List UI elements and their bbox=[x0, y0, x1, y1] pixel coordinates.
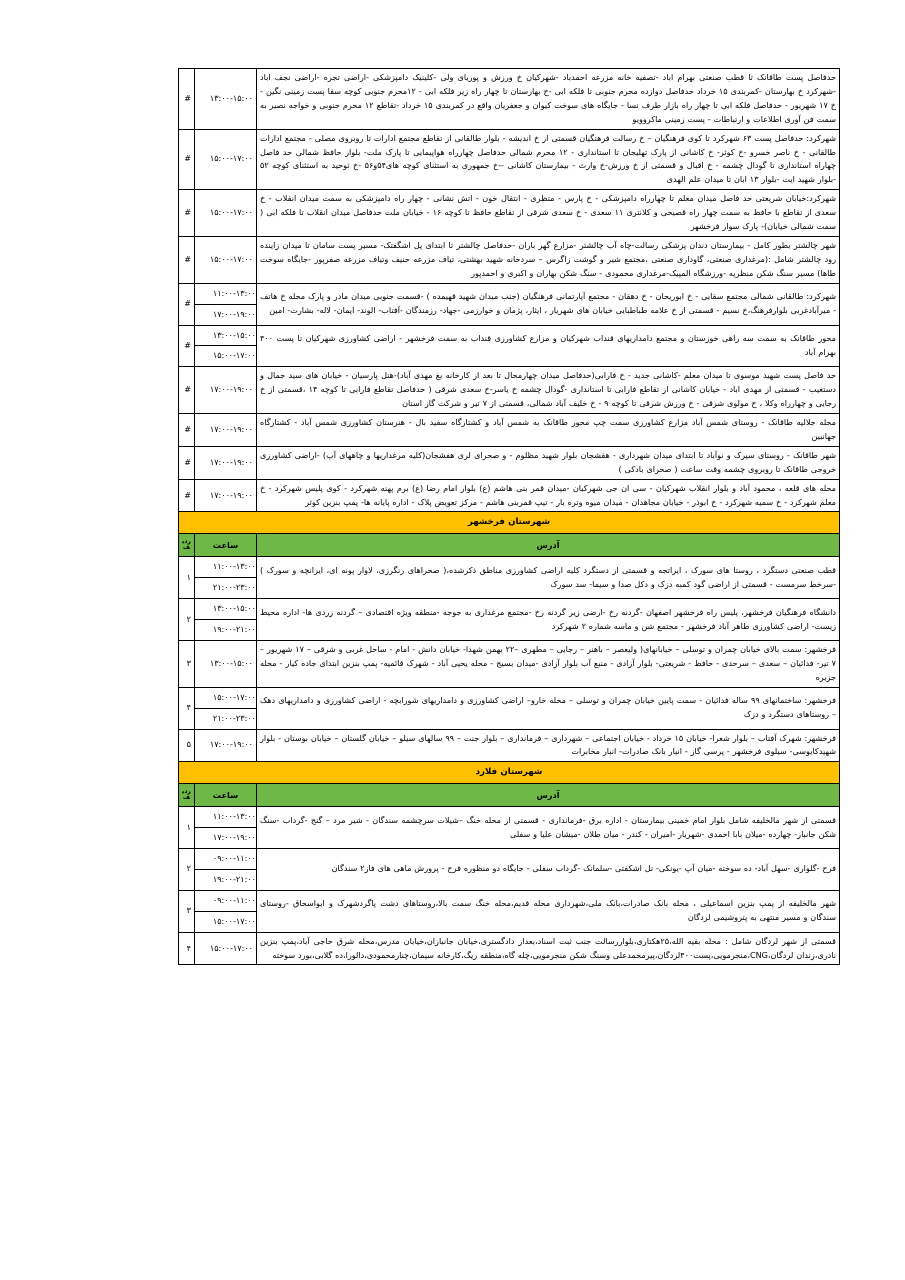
cell-time bbox=[195, 557, 257, 599]
table-row bbox=[179, 69, 840, 130]
cell-address: حدفاصل پست طاقانک تا قطب صنعتی بهرام اباد -تصفیه خانه مزرعه احمدباد -شهرکیان خ ورزش و پوریای ولی -کلینیک دامپزشکی -اراضی تجره -اراضی نجف اباد -شهرکرد خ بهارستان -کمربندی ۱۵ خرداد حدفاصل دوازده محرم جنوبی تا فلکه ابی -خ بهارستان تا چهار راه زیر فلکه ابی - ۱۲محرم جنوبی کوچه سقا پست زمینی نگین - خ ۱۷ شهریور - حدفاصل فلکه ابی تا چهار راه بازار طرف نسا - جایگاه های سوخت کیوان و جعفریان واقع در کمربندی ۱۵ خرداد -تقاطع ۱۲ محرم جنوبی و خواجه نصیر به سمت فن آوری اطلاعات و ارتباطات - پست زمینی ماکروویو bbox=[257, 69, 840, 130]
cell-address: حد فاصل پست شهید موسوی تا میدان معلم -کاشانی جدید - خ فارابی(حدفاصل میدان چهارمحال تا بعد از کارخانه بغ مهدی آباد)-هتل پارسیان - خیابان های سید جمال و دستغیب - قسمتی از مهدی اباد - خیابان کاشانی از تقاطع فارابی تا استانداری -گودال چشمه خ یاسر-خ سعدی شرقی ( حدفاصل تقاطع فارابی تا کوچه ۱۴ ،قسمتی از خ رجایی و چهارراه وکلا ، خ مولوی شرقی - خ ورزش شرقی تا کوچه ۹ - خ خلیف آباد شمالی، قسمتی از ۷ تیر و شرکت گاز استان bbox=[257, 367, 840, 414]
cell-row-index: # bbox=[179, 283, 195, 325]
table-row bbox=[179, 190, 840, 237]
outage-table-body bbox=[179, 69, 840, 965]
cell-row-index: # bbox=[179, 236, 195, 283]
cell-address: فرخشهر: سمت بالای خیابان چمران و توسلی – خیابانهای( ولیعصر – باهنر – رجایی – مطهری –۲۲ بهمن شهدا- خیابان دانش - امام - ساحل غربی و شرقی – ۱۷ شهریور – ۷ تیر- فدائیان – سعدی – سرحدی - حافظ - شریعتی- بلوار آزادی - منبع آب بلوار آزادی -میدان بسیج - محله یحیی آباد - شهرک قائمیه- پمپ بنزین ابتدای جاده کیار - محله جزیره bbox=[257, 640, 840, 687]
cell-address: قسمتی از شهر مالخلیفه شامل بلوار امام خمینی بیمارستان - اداره برق -فرمانداری - قسمتی از محله خنگ –شیلات سرچشمه سندگان - شیر مرد – گنج -گرداب -سنگ شکن جانباز- چهارده -میلان بابا احمدی -شهریار -امیران - کندر - میان طلان -میشان علیا و سفلی bbox=[257, 807, 840, 849]
time-slot: ۱۱:۰۰-۱۳:۰۰ bbox=[212, 287, 256, 298]
cell-address: محله جلالیه طاقانک - روستای شمس آباد مزارع کشاورزی سمت چپ محور طاقانک به شمس آباد و کشتارگاه سفید بال - هنرستان کشاورزی شمس آباد - کشتارگاه جهانبین bbox=[257, 414, 840, 447]
cell-row-index: ۴ bbox=[179, 687, 195, 729]
cell-row-index: # bbox=[179, 190, 195, 237]
column-header-address: آدرس bbox=[257, 534, 840, 557]
time-slot: ۱۵:۰۰-۱۷:۰۰ bbox=[212, 691, 256, 702]
cell-address: شهرکرد: طالقانی شمالی مجتمع سقایی - خ ابوریحان - خ دهقان - مجتمع آپارتمانی فرهنگیان (جنب میدان شهید قهیمده ) -قسمت جنوبی میدان مادر و پارک محله خ هاتف - میرآبادغربی بلوارفرهنگ،خ نسیم - قسمتی از خ علامه طباطبایی خیابان های شهریار ، ایثار، پژمان و خوارزمی -جهاد- رزمندگان -آفتاب- الوند- ایمان- لاله- بشارت- امین bbox=[257, 283, 840, 325]
section-banner-title: شهرستان فرخشهر bbox=[179, 512, 840, 534]
cell-row-index: ۲ bbox=[179, 849, 195, 891]
cell-row-index: # bbox=[179, 69, 195, 130]
outage-schedule-sheet bbox=[178, 68, 840, 965]
cell-address: شهرکرد:خیابان شریعتی حد فاصل میدان معلم تا چهارراه دامپزشکی - خ پارس - متظری - انتقال خون - اتش نشانی - چهار راه دامپزشکی به سمت میدان انقلاب - خ سعدی از تقاطع با حافظ به سمت چهار راه قصیحی و کلانتری ۱۱ سعدی - خ سعدی شرقی از تقاطع حافظ تا کوچه ۱۶ - خیابان ملت حدفاصل میدان انقلاب تا فلکه ابی ( سمت شمالی خیابان)- پارک سوار فرخشهر bbox=[257, 190, 840, 237]
cell-address: شهر طاقانک - روستای سیرک و نوآباد تا ابتدای میدان شهرداری - هقشجان بلوار شهید مظلوم - و صحرای لری هفشجان(کلیه مرغداریها و چاههای آپ) -اراضی کشاورزی خروجی طاقانک تا روبروی چشمه وقت ساعت ( صحرای بادکی ) bbox=[257, 446, 840, 479]
cell-row-index: ۳ bbox=[179, 890, 195, 932]
cell-time: ۱۳:۰۰-۱۵:۰۰ bbox=[195, 69, 257, 130]
time-slot: ۱۷:۰۰-۱۹:۰۰ bbox=[195, 304, 256, 325]
cell-time: ۱۷:۰۰-۱۹:۰۰ bbox=[195, 479, 257, 512]
table-row bbox=[179, 849, 840, 891]
cell-time: ۱۵:۰۰-۱۷:۰۰ bbox=[195, 190, 257, 237]
cell-address: شهرکرد: حدفاصل پست ۶۳ شهرکرد تا کوی فرهنگیان – خ رسالت فرهنگیان قسمتی از خ اندیشه - بلوار طالقانی از تقاطع مجتمع ادارات تا روبروی مصلی - مجتمع ادارات طالقانی - خ ناصر خسرو -خ کوثر- خ کاشانی از پارک تهلیجان تا استانداری - ۱۲ محرم شمالی حدفاصل چهارراه هواپیمایی تا پارک ملت- بلوار حافظ شمالی حد فاصل چهاراه استانداری تا گودال چشمه - خ اقبال و قسمتی از خ ورزش-خ وارث - بیمارستان کاشانی --خ جمهوری به استثنای کوچه های۵۴و۵۶ -خ توحید به استثنای کوچه ۵۲ -بلوار شهید ایت -بلوار ۱۳ ابان تا میدان علم الهدی bbox=[257, 129, 840, 190]
cell-time: ۱۵:۰۰-۱۷:۰۰ bbox=[195, 236, 257, 283]
section-banner-row bbox=[179, 762, 840, 784]
time-slot: ۱۹:۰۰-۲۱:۰۰ bbox=[195, 869, 256, 890]
cell-time bbox=[195, 890, 257, 932]
cell-row-index: # bbox=[179, 414, 195, 447]
column-header-address: آدرس bbox=[257, 784, 840, 807]
cell-address: فرخشهر: ساختمانهای ۹۹ ساله فدائیان - سمت پایین خیابان چمران و توسلی – محله خارو– اراضی کشاورزی و دامداریهای شورابچه - اراضی کشاورزی و دامداریهای دهک – روستاهای دستگرد و دزک bbox=[257, 687, 840, 729]
cell-row-index: # bbox=[179, 367, 195, 414]
time-slot: ۲۱:۰۰-۲۳:۰۰ bbox=[195, 577, 256, 598]
time-slot: ۰۹:۰۰-۱۱:۰۰ bbox=[212, 894, 256, 905]
column-header-index: ردیف bbox=[179, 784, 195, 807]
cell-row-index: # bbox=[179, 129, 195, 190]
time-slot: ۱۱:۰۰-۱۳:۰۰ bbox=[212, 561, 256, 572]
table-row bbox=[179, 557, 840, 599]
section-banner-row bbox=[179, 512, 840, 534]
column-header-index: ردیف bbox=[179, 534, 195, 557]
cell-time: ۱۷:۰۰-۱۹:۰۰ bbox=[195, 414, 257, 447]
cell-time: ۱۵:۰۰-۱۷:۰۰ bbox=[195, 129, 257, 190]
cell-row-index: ۵ bbox=[179, 729, 195, 762]
cell-time bbox=[195, 325, 257, 367]
outage-table bbox=[178, 68, 840, 965]
time-slot: ۱۵:۰۰-۱۷:۰۰ bbox=[195, 911, 256, 932]
cell-time bbox=[195, 283, 257, 325]
cell-row-index: # bbox=[179, 325, 195, 367]
cell-time bbox=[195, 849, 257, 891]
cell-row-index: ۱ bbox=[179, 807, 195, 849]
time-slot: ۱۷:۰۰-۱۹:۰۰ bbox=[195, 827, 256, 848]
cell-time: ۱۵:۰۰-۱۷:۰۰ bbox=[195, 932, 257, 965]
cell-row-index: ۲ bbox=[179, 599, 195, 641]
cell-time: ۱۷:۰۰-۱۹:۰۰ bbox=[195, 367, 257, 414]
cell-time: ۱۷:۰۰-۱۹:۰۰ bbox=[195, 729, 257, 762]
table-row bbox=[179, 367, 840, 414]
table-row bbox=[179, 640, 840, 687]
table-row bbox=[179, 325, 840, 367]
table-row bbox=[179, 687, 840, 729]
table-row bbox=[179, 807, 840, 849]
table-row bbox=[179, 414, 840, 447]
cell-time: ۱۷:۰۰-۱۹:۰۰ bbox=[195, 446, 257, 479]
time-slot: ۱۵:۰۰-۱۷:۰۰ bbox=[195, 345, 256, 366]
cell-address: فرخشهر: شهرک آفتاب – بلوار شعرا- خیابان ۱۵ خرداد - خیابان اجتماعی – شهرداری – فرمانداری – بلوار جنت – ۹۹ سالهای سیلو – خیابان گلستان – خیابان بوستان - بلوار شهیدکابوسی- سیلوی فرخشهر - پرسی گاز - انبار بانک صادرات- انبار مخابرات bbox=[257, 729, 840, 762]
time-slot: ۱۳:۰۰-۱۵:۰۰ bbox=[212, 329, 256, 340]
time-slot: ۱۹:۰۰-۲۱:۰۰ bbox=[195, 619, 256, 640]
cell-address: محله های قلعه ، محمود آباد و بلوار انقلاب شهرکیان - سی ان جی شهرکیان -میدان قمر بنی هاشم (ع) بلوار امام رضا (ع) برم پهنه شهرکرد - کوی پلیس شهرکرد - خ معلم شهرکرد - خ سمیه شهرکرد - خ ابوذر - خیابان مجاهدان - میدان میوه وتره بار - تیپ قمربنی هاشم - مرکز تعویض پلاک - اداره پایانه ها- پمپ بنزین کوثر bbox=[257, 479, 840, 512]
cell-address: شهر مالخلیفه از پمپ بنزین اسماعیلی ، محله بانک صادرات،بانک ملی،شهرداری محله قدیم،محله خنگ سمت بالا،روستاهای دشت پاگردشهرک و ابواسحاق -روستای سندگان و مسیر منتهی به پتروشیمی لردگان bbox=[257, 890, 840, 932]
column-header-row bbox=[179, 784, 840, 807]
cell-row-index: ۳ bbox=[179, 640, 195, 687]
table-row bbox=[179, 599, 840, 641]
cell-address: قطب صنعتی دستگرد ، روستا های سورک ، ایراتجه و قسمتی از دستگرد کلیه اراضی کشاورزی مناطق ذکرشده،( صحراهای رنگرزی، لاوار پونه ای، ایرانچه و سورک ) -سرخط سرمست - قسمتی از اراضی گود کمبه دزک و دکل صدا و سیما- سد سورک bbox=[257, 557, 840, 599]
cell-address: محور طاقانک به سمت سه راهی خوزستان و مجتمع دامداریهای قنداب شهرکیان و مزارع کشاورزی قنداب به سمت فرخشهر - اراضی کشاورزی شهرکیان تا پست ۴۰۰ بهرام آباد bbox=[257, 325, 840, 367]
table-row bbox=[179, 129, 840, 190]
time-slot: ۰۹:۰۰-۱۱:۰۰ bbox=[212, 853, 256, 864]
column-header-time: ساعت bbox=[195, 784, 257, 807]
section-banner-title: شهرستان فلارد bbox=[179, 762, 840, 784]
table-row bbox=[179, 890, 840, 932]
cell-time bbox=[195, 599, 257, 641]
cell-time bbox=[195, 807, 257, 849]
table-row bbox=[179, 479, 840, 512]
cell-row-index: # bbox=[179, 446, 195, 479]
time-slot: ۱۳:۰۰-۱۵:۰۰ bbox=[212, 603, 256, 614]
cell-row-index: # bbox=[179, 479, 195, 512]
cell-time: ۱۳:۰۰-۱۵:۰۰ bbox=[195, 640, 257, 687]
cell-row-index: ۴ bbox=[179, 932, 195, 965]
cell-time bbox=[195, 687, 257, 729]
table-row bbox=[179, 446, 840, 479]
table-row bbox=[179, 283, 840, 325]
table-row bbox=[179, 729, 840, 762]
cell-address: دانشگاه فرهنگیان فرخشهر، پلیس راه فرخشهر اصفهان -گردنه رخ -ارضی زیر گردنه رخ -مجتمع مرغداری به جوجه -منطقه ویژه اقتصادی – گردنه زردی ها- اداره محیط زیست- اراضی کشاورزی طاهر آباد فرخشهر - مجتمع شن و ماسه شماره ۲ شهرکرد bbox=[257, 599, 840, 641]
column-header-time: ساعت bbox=[195, 534, 257, 557]
time-slot: ۲۱:۰۰-۲۳:۰۰ bbox=[195, 708, 256, 729]
cell-address: شهر چالشتر بطور کامل - بیمارستان دندان پزشکی رسالت-چاه آب چالشتر -مزارع گهر باران -حدفاصل چالشتر تا ابتدای پل اشگفتک- مسیر پست سامان تا میدان زاینده رود چالشتر شامل :(مرغداری صنعتی، گاوداری صنعتی ،مجتمع شیر و گوشت زاگرس – سردخانه شهید بهشتی، تیاف مزرعه حنیف وتیاف مزرعه صفرپور -جایگاه سوخت طاها) مسیر سنگ شکن منظریه -ورزشگاه المپیک-مرغداری محمودی - سنگ شکن بهاران و اکبری و احمدپور bbox=[257, 236, 840, 283]
table-row bbox=[179, 932, 840, 965]
cell-address: فرح -گلواری -سهل آباد- ده سوخته -میان آپ -یونکی- تل اشکفتی -سلمانک -گرداب سفلی - جایگاه دو منظوره فرح - پرورش ماهی های فاز۲ سندگان bbox=[257, 849, 840, 891]
time-slot: ۱۱:۰۰-۱۳:۰۰ bbox=[212, 811, 256, 822]
table-row bbox=[179, 236, 840, 283]
cell-row-index: ۱ bbox=[179, 557, 195, 599]
cell-address: قسمتی از شهر لردگان شامل : محله بقیه الله،۲۵هکتاری،بلواررسالت جنب ثبت اسناد،بعداز دادگستری،خیابان جانبازان،خیابان مدرس،محله شرق حاجی آباد،پمپ بنزین نادری،زندان لردگان،CNG،منجرمویی،پست۴۰۰لردگان،پیرمحمدعلی وسنگ شکن منجرمویی،چله گاه،منطقه ریگ،کارخانه سیمان،چنارمحمودی،دالورا،ده گلابی،بورد سوخته bbox=[257, 932, 840, 965]
column-header-row bbox=[179, 534, 840, 557]
